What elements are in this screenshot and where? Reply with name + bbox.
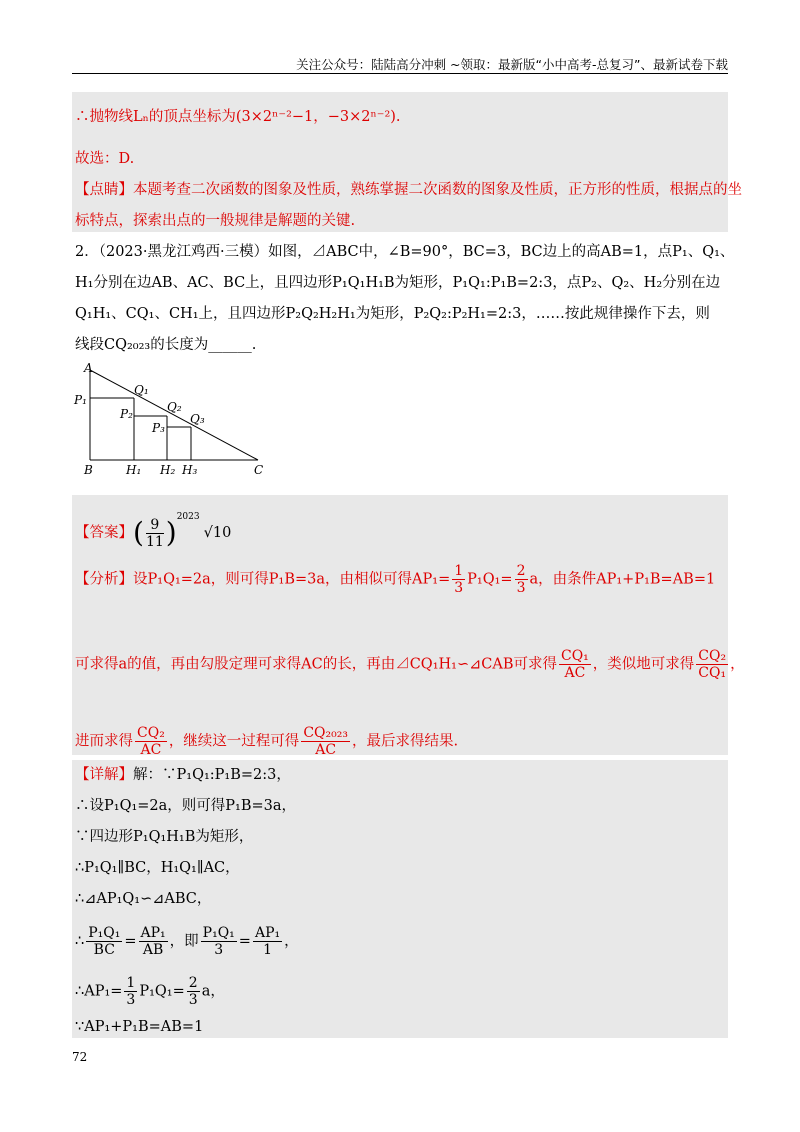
problem-line-3: Q₁H₁、CQ₁、CH₁上，且四边形P₂Q₂H₂H₁为矩形，P₂Q₂:P₂H₁=2:3，……按此规律操作下去，则	[75, 306, 710, 322]
detail-frac-6: $\frac{2}{3}$	[188, 975, 198, 1008]
label-h2: H₂	[160, 463, 176, 477]
detail-line-2: ∴设P₁Q₁=2a，则可得P₁B=3a，	[75, 798, 297, 814]
label-q3: Q₃	[190, 412, 205, 426]
problem-line-4: 线段CQ₂₀₂₃的长度为______.	[75, 337, 257, 353]
detail-text-6a: ∴	[75, 933, 85, 950]
segment-ac	[90, 370, 258, 460]
detail-frac-3: $\frac{\text{P₁Q₁}}{3}$	[202, 925, 235, 958]
vertex-line: ∴抛物线Lₙ的顶点坐标为(3×2ⁿ⁻²−1，−3×2ⁿ⁻²).	[75, 109, 401, 125]
analysis-text-1b: P₁Q₁=	[467, 571, 513, 588]
analysis-frac-1: $\frac{1}{3}$	[454, 563, 464, 596]
analysis-frac-3: $\frac{\text{CQ₁}}{AC}$	[560, 648, 589, 681]
detail-text-1: 解：∵P₁Q₁:P₁B=2:3，	[133, 767, 291, 783]
detail-text-6d: =	[238, 933, 251, 950]
analysis-tag: 【分析】	[75, 571, 133, 588]
answer-close-paren: )	[165, 516, 177, 549]
detail-text-7b: P₁Q₁=	[139, 983, 185, 1000]
analysis-line-2	[75, 648, 745, 681]
detail-text-6b: =	[124, 933, 137, 950]
answer-base-fraction: $\frac{9}{11}$	[145, 516, 164, 550]
analysis-text-2b: ，类似地可求得	[592, 656, 695, 673]
answer-tag: 【答案】	[75, 525, 133, 541]
detail-line-3: ∵四边形P₁Q₁H₁B为矩形，	[75, 829, 254, 845]
comment-line-2: 标特点，探索出点的一般规律是解题的关键.	[75, 213, 356, 229]
page-header: 关注公众号：陆陆高分冲刺 ~领取：最新版“小中高考-总复习”、最新试卷下载	[296, 57, 728, 72]
analysis-text-3c: ，最后求得结果.	[351, 733, 459, 750]
detail-line-4: ∴P₁Q₁∥BC，H₁Q₁∥AC，	[75, 860, 240, 876]
label-q2: Q₂	[167, 400, 182, 414]
label-p2: P₂	[120, 407, 133, 421]
page-number: 72	[72, 1050, 88, 1064]
detail-frac-4: $\frac{\text{AP₁}}{1}$	[254, 925, 281, 958]
answer-open-paren: (	[133, 516, 144, 549]
label-p1: P₁	[74, 393, 87, 407]
answer-line	[75, 508, 231, 550]
analysis-text-1a: 设P₁Q₁=2a，则可得P₁B=3a，由相似可得AP₁=	[133, 571, 451, 588]
comment-line-1	[75, 181, 742, 199]
answer-root: √10	[203, 525, 232, 541]
label-p3: P₃	[152, 421, 165, 435]
analysis-frac-4: $\frac{\text{CQ₂}}{\text{CQ₁}}$	[698, 648, 727, 681]
detail-frac-1: $\frac{\text{P₁Q₁}}{BC}$	[88, 925, 121, 958]
analysis-line-3	[75, 725, 458, 758]
detail-tag: 【详解】	[75, 767, 133, 783]
detail-line-6	[75, 925, 299, 958]
detail-line-5: ∴⊿AP₁Q₁∽⊿ABC，	[75, 891, 212, 907]
analysis-frac-5: $\frac{\text{CQ₂}}{AC}$	[137, 725, 165, 758]
analysis-text-3b: ，继续这一过程可得	[168, 733, 300, 750]
answer-exponent: 2023	[176, 512, 200, 522]
detail-line-8: ∵AP₁+P₁B=AB=1	[75, 1019, 204, 1035]
detail-line-7	[75, 975, 225, 1008]
detail-text-7c: a，	[201, 983, 225, 1000]
detail-text-6e: ，	[284, 933, 299, 950]
header-rule	[72, 73, 728, 74]
analysis-text-2c: ，	[730, 656, 745, 673]
choice-line: 故选：D.	[75, 151, 135, 167]
label-h3: H₃	[182, 463, 198, 477]
analysis-frac-6: $\frac{\text{CQ₂₀₂₃}}{AC}$	[303, 725, 348, 758]
label-b: B	[84, 463, 93, 477]
label-h1: H₁	[126, 463, 142, 477]
label-q1: Q₁	[134, 383, 149, 397]
analysis-text-3a: 进而求得	[75, 733, 133, 750]
problem-line-2: H₁分别在边AB、AC、BC上，且四边形P₁Q₁H₁B为矩形，P₁Q₁:P₁B=2:3，点P₂、Q₂、H₂分别在边	[75, 275, 721, 291]
analysis-text-2a: 可求得a的值，再由勾股定理可求得AC的长，再由⊿CQ₁H₁∽⊿CAB可求得	[75, 656, 557, 673]
detail-frac-2: $\frac{\text{AP₁}}{AB}$	[140, 925, 166, 958]
label-c: C	[254, 463, 264, 477]
detail-line-1	[75, 766, 291, 784]
detail-text-7a: ∴AP₁=	[75, 983, 123, 1000]
analysis-line-1	[75, 563, 715, 596]
problem-line-1: 2．（2023·黑龙江鸡西·三模）如图，⊿ABC中，∠B=90°，BC=3，BC边上的高AB=1，点P₁、Q₁、	[75, 244, 735, 260]
geometry-figure	[70, 360, 280, 480]
analysis-text-1c: a，由条件AP₁+P₁B=AB=1	[529, 571, 716, 588]
detail-text-6c: ，即	[169, 933, 199, 950]
analysis-frac-2: $\frac{2}{3}$	[516, 563, 526, 596]
comment-tag: 【点睛】	[75, 182, 133, 198]
comment-text-1: 本题考查二次函数的图象及性质，熟练掌握二次函数的图象及性质，正方形的性质，根据点的坐	[133, 182, 742, 198]
detail-frac-5: $\frac{1}{3}$	[126, 975, 136, 1008]
label-a: A	[84, 361, 93, 375]
